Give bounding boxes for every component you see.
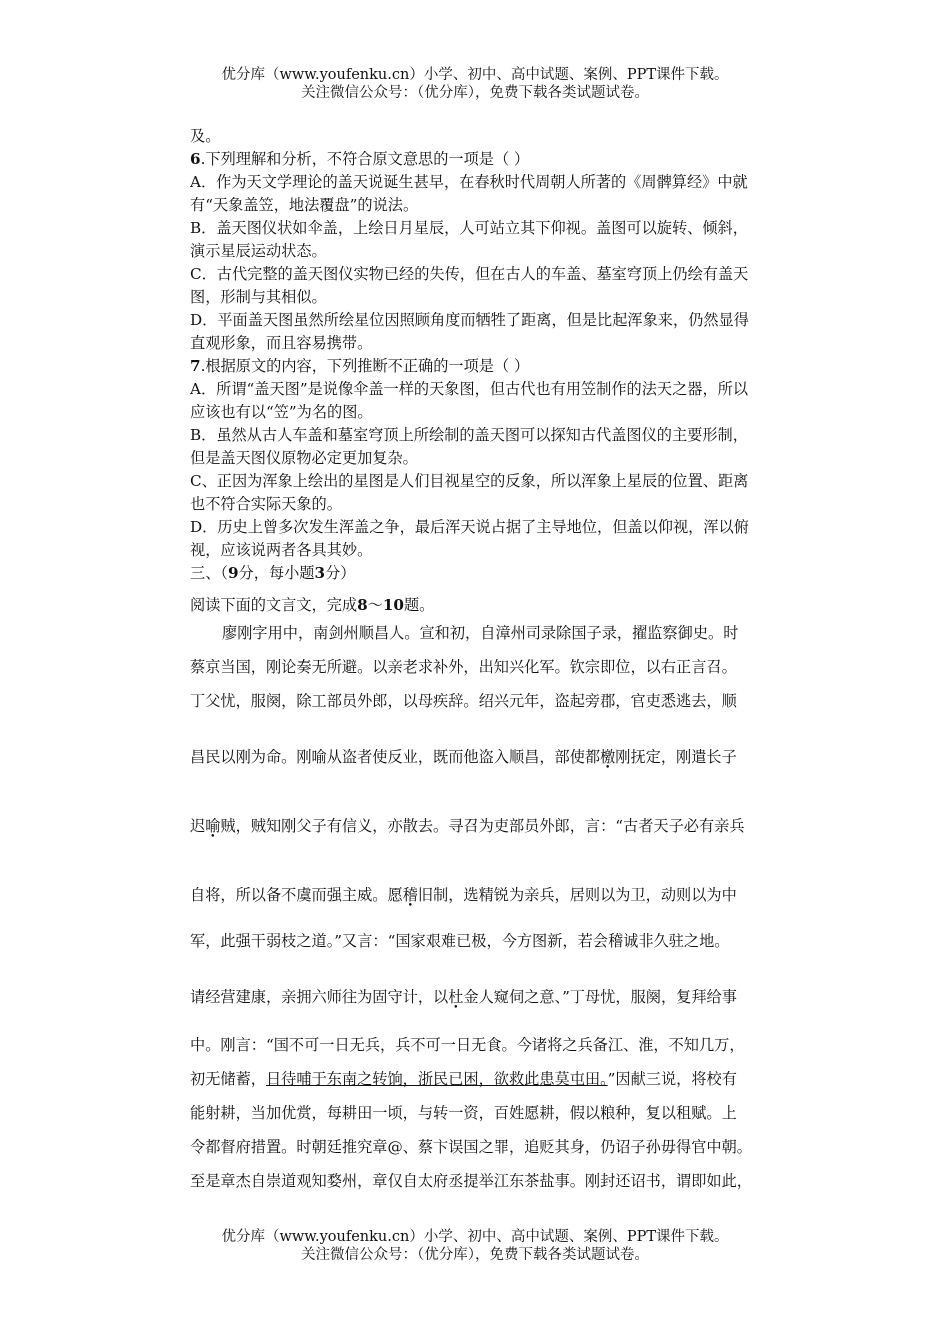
question-6-stem: [190, 148, 820, 171]
question-7: [190, 355, 820, 562]
q7-option-b-cont: 但是盖天图仪原物必定更加复杂。: [190, 449, 418, 467]
instruction-prefix: 阅读下面的文言文，完成: [190, 596, 358, 614]
page-header: [0, 66, 950, 102]
question-7-number: 7: [190, 357, 201, 375]
emphasis-char: 喻: [205, 817, 221, 835]
q6-option-b: B．盖天图仪状如伞盖，上绘日月星辰，人可站立其下仰视。盖图可以旋转、倾斜，: [190, 219, 748, 237]
passage-line-6: [190, 884, 737, 906]
underlined-sentence: 日待哺于东南之转饷，浙民已困，欲救此患莫屯田。: [265, 1070, 608, 1088]
passage-line-12: 令都督府措置。时朝廷推究章@、蔡卞误国之罪，追贬其身，仍诏子孙毋得官中朝。: [190, 1138, 752, 1156]
q7-option-d: D．历史上曾多次发生浑盖之争，最后浑天说占据了主导地位，但盖以仰视，浑以俯: [190, 518, 749, 536]
q7-option-a-cont: 应该也有以“笠”为名的图。: [190, 403, 373, 421]
passage-line-10-b: ”因献三说，将校有: [607, 1070, 737, 1088]
question-6: [190, 148, 820, 355]
passage-line-1: 廖刚字用中，南剑州顺昌人。宣和初，自漳州司录除国子录，擢监察御史。时: [222, 624, 739, 642]
passage-line-9: 中。刚言：“国不可一日无兵，兵不可一日无食。今诸将之兵备江、淮，不知几万，: [190, 1036, 745, 1054]
emphasis-char: 檄: [600, 748, 616, 766]
q6-option-a-cont: 有“天象盖笠，地法覆盘”的说法。: [190, 196, 419, 214]
section-3-heading: [190, 562, 820, 585]
passage-line-13: 至是章杰自崇道观知婺州，章仅自太府丞提举江东茶盐事。刚封还诏书，谓即如此，: [190, 1172, 752, 1190]
instruction-to: 10: [382, 596, 404, 614]
section-3-mid: 分，每小题: [238, 564, 315, 582]
passage-line-3: 丁父忧，服阕，除工部员外郎，以母疾辞。绍兴元年，盗起旁郡，官吏悉逃去，顺: [190, 692, 737, 710]
q6-option-b-cont: 演示星辰运动状态。: [190, 242, 327, 260]
reading-instruction: [190, 594, 820, 617]
q6-option-d-cont: 直观形象，而且容易携带。: [190, 334, 373, 352]
q7-option-c: C、正因为浑象上绘出的星图是人们目视星空的反象，所以浑象上星辰的位置、距离: [190, 472, 749, 490]
section-3-each-score: 3: [314, 564, 326, 582]
passage-line-11: 能射耕，当加优赏，每耕田一顷，与转一资，百姓愿耕，假以粮种，复以租赋。上: [190, 1104, 737, 1122]
passage-line-7: 军，此强干弱枝之道。”又言：“国家艰难已极，今方图新，若会稽诚非久驻之地。: [190, 932, 730, 950]
emphasis-char: 稽: [402, 886, 418, 904]
header-line-1: 优分库（www.youfenku.cn）小学、初中、高中试题、案例、PPT课件下载。: [221, 67, 729, 83]
passage-line-8-a: 请经营建康，亲拥六师往为固守计，以: [190, 988, 449, 1006]
passage-line-10-a: 初无储蓄，: [190, 1070, 266, 1088]
header-line-2: 关注微信公众号：（优分库），免费下载各类试题试卷。: [301, 85, 649, 101]
q7-option-c-cont: 也不符合实际天象的。: [190, 495, 342, 513]
q7-option-d-cont: 视，应该说两者各具其妙。: [190, 541, 373, 559]
document-body: [190, 125, 820, 617]
q6-option-c: C．古代完整的盖天图仪实物已经的失传，但在古人的车盖、墓室穹顶上仍绘有盖天: [190, 265, 749, 283]
section-3-score: 9: [227, 564, 239, 582]
emphasis-char: 杜: [448, 988, 464, 1006]
passage-line-6-a: 自将，所以备不虞而强主威。愿: [190, 886, 403, 904]
question-6-text: .下列理解和分析，不符合原文意思的一项是（ ）: [200, 150, 530, 168]
q7-option-b: B．虽然从古人车盖和墓室穹顶上所绘制的盖天图可以探知古代盖图仪的主要形制，: [190, 426, 748, 444]
instruction-tilde: ～: [367, 596, 383, 614]
question-7-stem: [190, 355, 820, 378]
page-footer: [0, 1228, 950, 1264]
passage-line-4-b: 刚抚定，刚遣长子: [615, 748, 737, 766]
passage-line-8-b: 金人窥伺之意、”丁母忧，服阕，复拜给事: [463, 988, 737, 1006]
passage-line-10: [190, 1068, 737, 1090]
instruction-suffix: 题。: [403, 596, 435, 614]
q6-option-a: A．作为天文学理论的盖天说诞生甚早，在春秋时代周朝人所著的《周髀算经》中就: [190, 173, 748, 191]
q6-option-d: D．平面盖天图虽然所绘星位因照顾角度而牺牲了距离，但是比起浑象来，仍然显得: [190, 311, 749, 329]
q6-option-c-cont: 图，形制与其相似。: [190, 288, 327, 306]
instruction-from: 8: [357, 596, 368, 614]
passage-line-5-a: 迟: [190, 817, 206, 835]
passage-line-5-b: 贼，贼知刚父子有信义，亦散去。寻召为吏部员外郎，言：“古者天子必有亲兵: [220, 817, 745, 835]
section-3-prefix: 三、（: [190, 564, 228, 582]
passage-line-4: [190, 746, 737, 768]
passage-line-4-a: 昌民以刚为命。刚喻从盗者使反业，既而他盗入顺昌，部使都: [190, 748, 601, 766]
footer-line-1: 优分库（www.youfenku.cn）小学、初中、高中试题、案例、PPT课件下载。: [221, 1229, 729, 1245]
question-7-text: .根据原文的内容，下列推断不正确的一项是（ ）: [200, 357, 530, 375]
continuation-text: 及。: [190, 127, 221, 145]
passage-line-8: [190, 986, 737, 1008]
passage-line-2: 蔡京当国，刚论奏无所避。以亲老求补外，出知兴化军。钦宗即位，以右正言召。: [190, 658, 737, 676]
section-3-suffix: 分）: [325, 564, 356, 582]
question-6-number: 6: [190, 150, 201, 168]
passage-line-6-b: 旧制，选精锐为亲兵，居则以为卫，动则以为中: [417, 886, 737, 904]
passage-line-5: [190, 815, 745, 837]
footer-line-2: 关注微信公众号：（优分库），免费下载各类试题试卷。: [301, 1247, 649, 1263]
q7-option-a: A．所谓“盖天图”是说像伞盖一样的天象图，但古代也有用笠制作的法天之器，所以: [190, 380, 749, 398]
